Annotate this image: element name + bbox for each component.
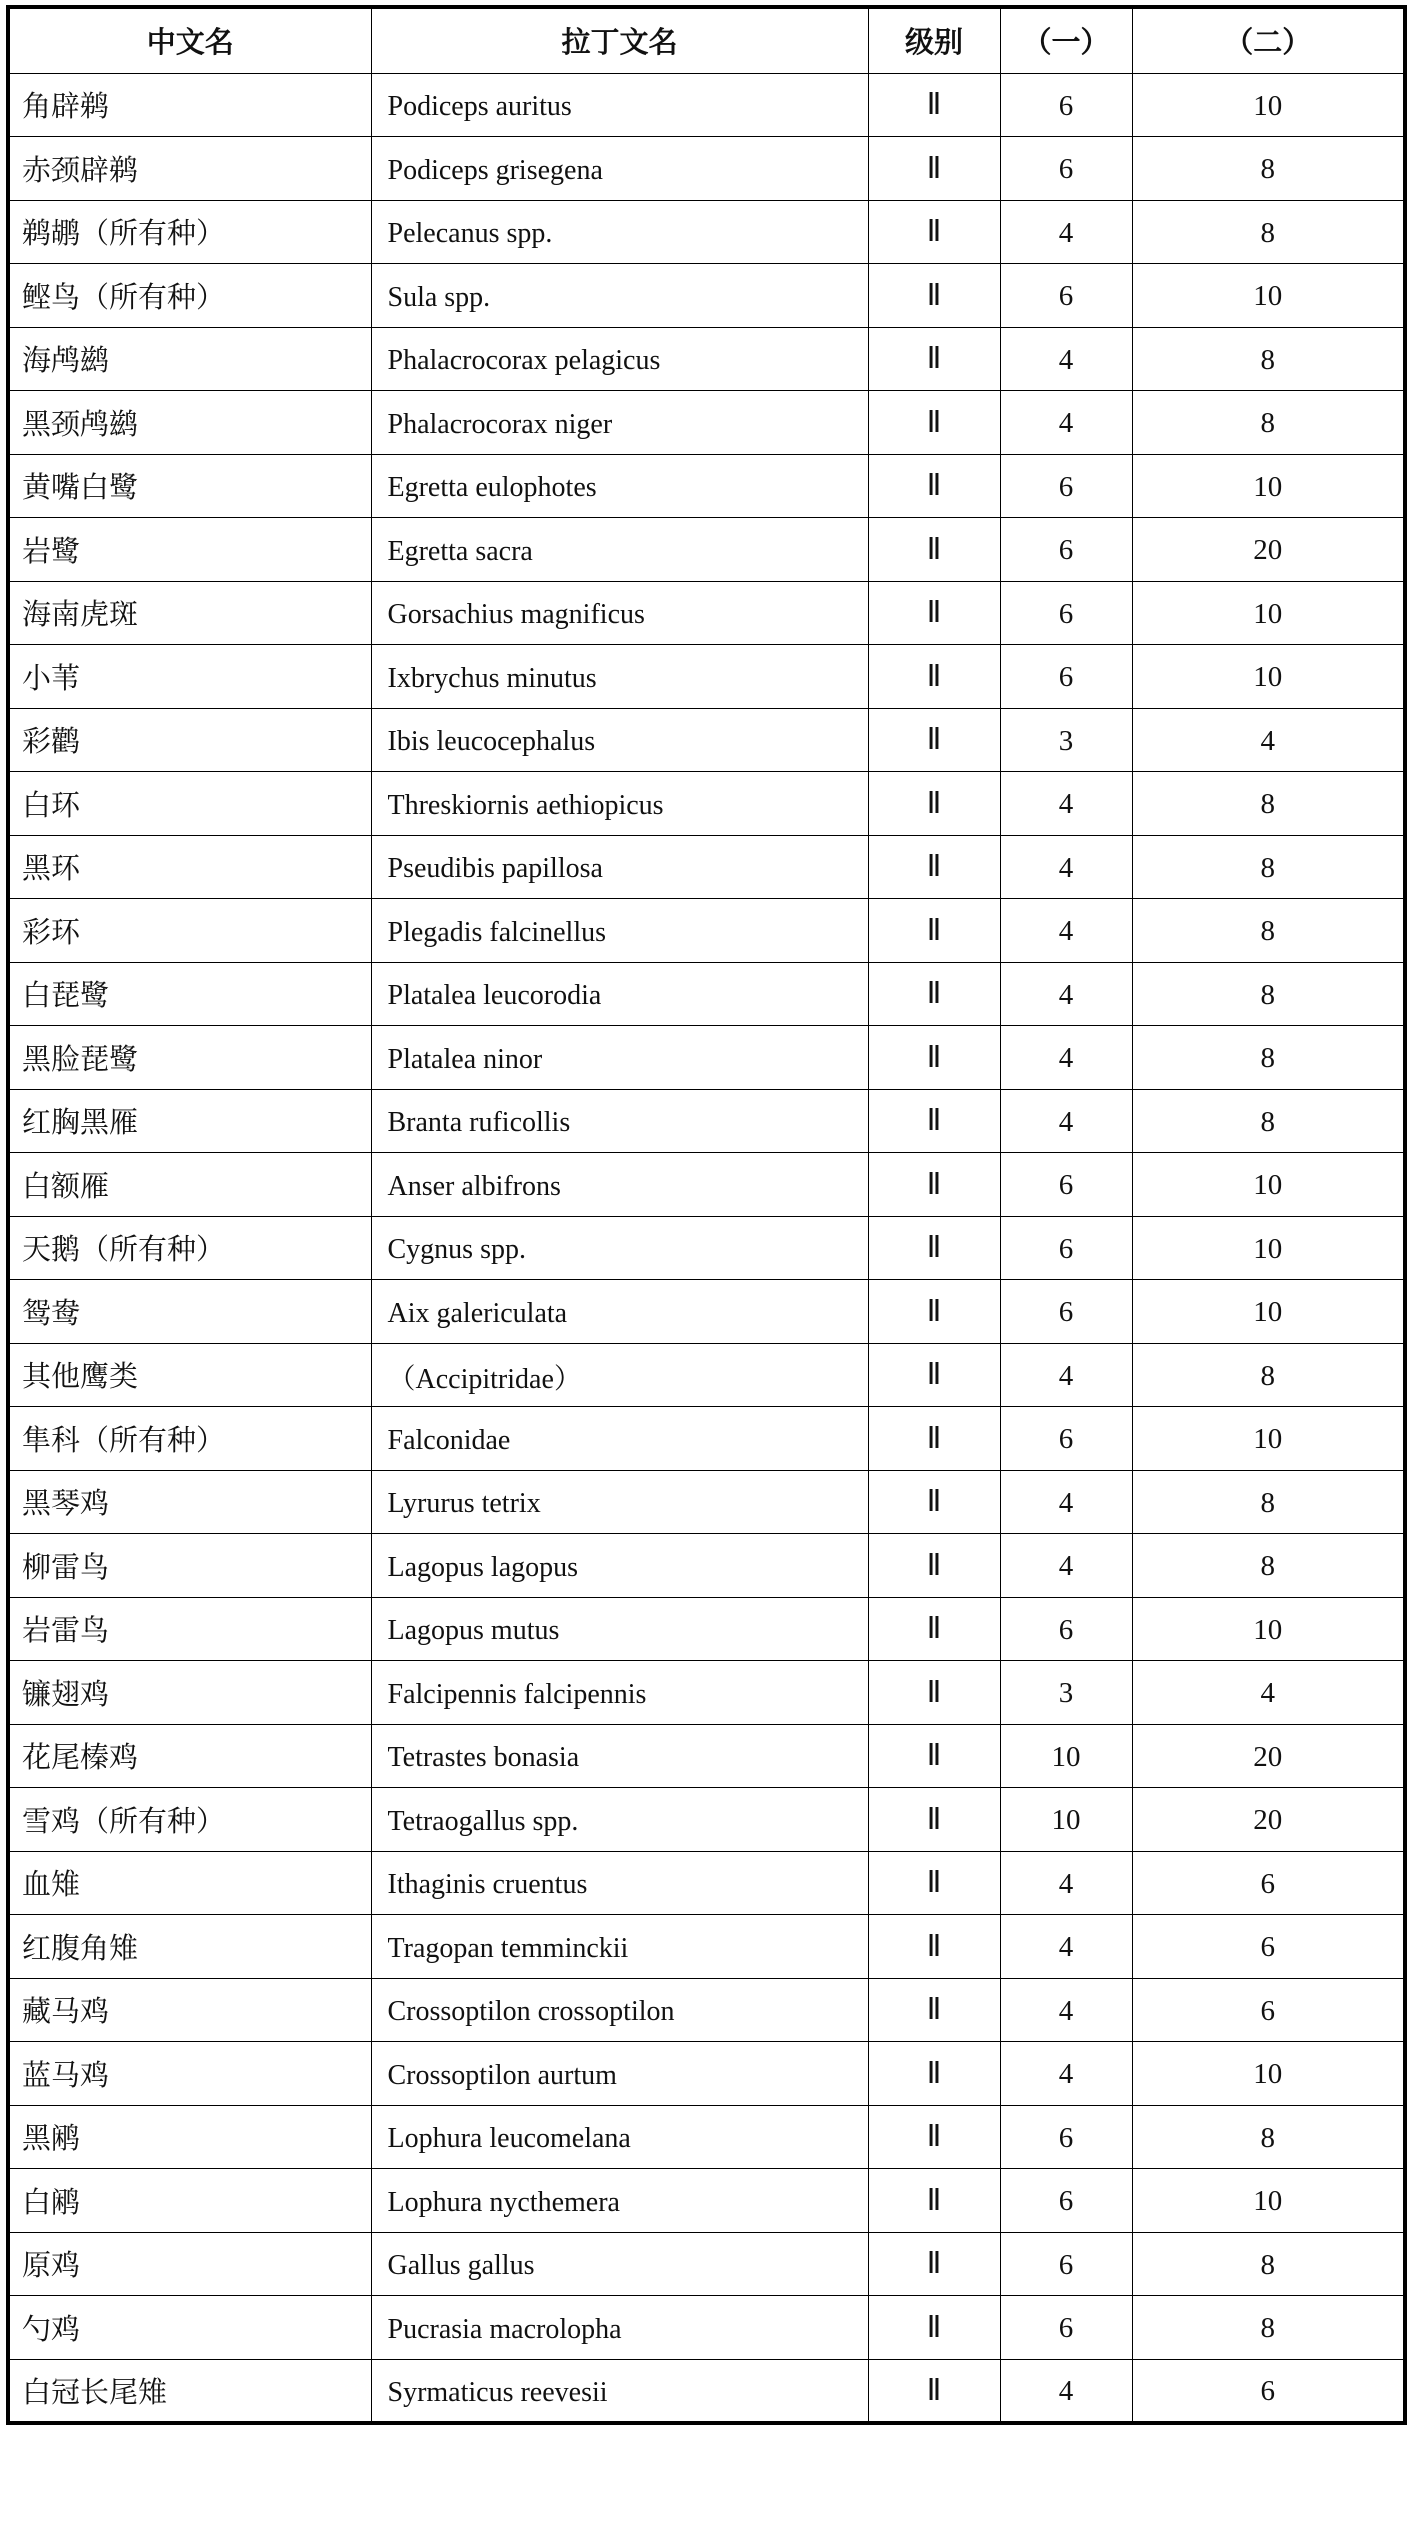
column-one-cell: 6	[1000, 1407, 1132, 1471]
table-row	[8, 1788, 1405, 1852]
table-row	[8, 391, 1405, 455]
column-one-cell: 4	[1000, 899, 1132, 963]
table-row	[8, 2359, 1405, 2423]
level-cell: Ⅱ	[868, 1534, 1000, 1598]
column-one-cell: 10	[1000, 1788, 1132, 1852]
column-one-cell: 6	[1000, 2169, 1132, 2233]
column-one-cell: 6	[1000, 2232, 1132, 2296]
chinese-name-cell: 隼科（所有种）	[8, 1407, 371, 1471]
column-one-cell: 6	[1000, 645, 1132, 709]
latin-name-cell: Platalea ninor	[371, 1026, 868, 1090]
level-cell: Ⅱ	[868, 73, 1000, 137]
chinese-name-cell: 白环	[8, 772, 371, 836]
latin-name-cell: Phalacrocorax niger	[371, 391, 868, 455]
latin-name-cell: Phalacrocorax pelagicus	[371, 327, 868, 391]
latin-name-cell: Platalea leucorodia	[371, 962, 868, 1026]
level-cell: Ⅱ	[868, 518, 1000, 582]
column-two-cell: 10	[1132, 1597, 1405, 1661]
column-one-cell: 6	[1000, 518, 1132, 582]
level-cell: Ⅱ	[868, 454, 1000, 518]
column-one-cell: 4	[1000, 200, 1132, 264]
column-two-cell: 20	[1132, 1724, 1405, 1788]
latin-name-cell: Podiceps grisegena	[371, 137, 868, 201]
chinese-name-cell: 海南虎斑	[8, 581, 371, 645]
chinese-name-cell: 原鸡	[8, 2232, 371, 2296]
table-row	[8, 1915, 1405, 1979]
level-cell: Ⅱ	[868, 1407, 1000, 1471]
column-two-cell: 8	[1132, 2105, 1405, 2169]
column-two-cell: 4	[1132, 1661, 1405, 1725]
chinese-name-cell: 鲣鸟（所有种）	[8, 264, 371, 328]
level-cell: Ⅱ	[868, 391, 1000, 455]
column-one-cell: 6	[1000, 2105, 1132, 2169]
table-row	[8, 899, 1405, 963]
column-one-cell: 4	[1000, 2359, 1132, 2423]
chinese-name-cell: 藏马鸡	[8, 1978, 371, 2042]
latin-name-cell: Tetraogallus spp.	[371, 1788, 868, 1852]
table-row	[8, 2232, 1405, 2296]
latin-name-cell: Pelecanus spp.	[371, 200, 868, 264]
chinese-name-cell: 蓝马鸡	[8, 2042, 371, 2106]
column-one-cell: 4	[1000, 1343, 1132, 1407]
level-cell: Ⅱ	[868, 1089, 1000, 1153]
column-one-cell: 4	[1000, 1534, 1132, 1598]
table-row	[8, 264, 1405, 328]
chinese-name-cell: 黄嘴白鹭	[8, 454, 371, 518]
latin-name-cell: Tetrastes bonasia	[371, 1724, 868, 1788]
chinese-name-cell: 勺鸡	[8, 2296, 371, 2360]
latin-name-cell: Lophura leucomelana	[371, 2105, 868, 2169]
chinese-name-cell: 血雉	[8, 1851, 371, 1915]
table-row	[8, 327, 1405, 391]
column-two-cell: 10	[1132, 581, 1405, 645]
latin-name-cell: Branta ruficollis	[371, 1089, 868, 1153]
level-cell: Ⅱ	[868, 1851, 1000, 1915]
column-one-cell: 6	[1000, 454, 1132, 518]
table-row	[8, 1724, 1405, 1788]
latin-name-cell: Pseudibis papillosa	[371, 835, 868, 899]
header-chinese-name: 中文名	[8, 7, 371, 73]
latin-name-cell: Sula spp.	[371, 264, 868, 328]
column-two-cell: 10	[1132, 264, 1405, 328]
column-one-cell: 4	[1000, 1470, 1132, 1534]
level-cell: Ⅱ	[868, 1597, 1000, 1661]
level-cell: Ⅱ	[868, 645, 1000, 709]
table-row	[8, 73, 1405, 137]
chinese-name-cell: 白鹇	[8, 2169, 371, 2233]
table-row	[8, 2296, 1405, 2360]
latin-name-cell: Ibis leucocephalus	[371, 708, 868, 772]
header-column-two: （二）	[1132, 7, 1405, 73]
column-two-cell: 8	[1132, 1343, 1405, 1407]
table-row	[8, 518, 1405, 582]
column-one-cell: 4	[1000, 391, 1132, 455]
column-two-cell: 6	[1132, 2359, 1405, 2423]
level-cell: Ⅱ	[868, 1788, 1000, 1852]
column-one-cell: 4	[1000, 2042, 1132, 2106]
latin-name-cell: Lyrurus tetrix	[371, 1470, 868, 1534]
chinese-name-cell: 雪鸡（所有种）	[8, 1788, 371, 1852]
level-cell: Ⅱ	[868, 772, 1000, 836]
column-two-cell: 8	[1132, 2296, 1405, 2360]
column-two-cell: 8	[1132, 1470, 1405, 1534]
table-row	[8, 1280, 1405, 1344]
chinese-name-cell: 海鸬鹚	[8, 327, 371, 391]
latin-name-cell: （Accipitridae）	[371, 1343, 868, 1407]
column-two-cell: 10	[1132, 1280, 1405, 1344]
chinese-name-cell: 花尾榛鸡	[8, 1724, 371, 1788]
column-one-cell: 4	[1000, 1851, 1132, 1915]
latin-name-cell: Crossoptilon aurtum	[371, 2042, 868, 2106]
column-two-cell: 8	[1132, 137, 1405, 201]
level-cell: Ⅱ	[868, 1216, 1000, 1280]
column-one-cell: 6	[1000, 1280, 1132, 1344]
table-row	[8, 708, 1405, 772]
level-cell: Ⅱ	[868, 962, 1000, 1026]
table-row	[8, 2105, 1405, 2169]
table-row	[8, 454, 1405, 518]
latin-name-cell: Tragopan temminckii	[371, 1915, 868, 1979]
chinese-name-cell: 天鹅（所有种）	[8, 1216, 371, 1280]
chinese-name-cell: 白琵鹭	[8, 962, 371, 1026]
column-two-cell: 10	[1132, 1216, 1405, 1280]
column-one-cell: 6	[1000, 264, 1132, 328]
column-two-cell: 10	[1132, 1407, 1405, 1471]
level-cell: Ⅱ	[868, 1470, 1000, 1534]
latin-name-cell: Falconidae	[371, 1407, 868, 1471]
latin-name-cell: Syrmaticus reevesii	[371, 2359, 868, 2423]
column-two-cell: 20	[1132, 1788, 1405, 1852]
column-one-cell: 6	[1000, 73, 1132, 137]
column-two-cell: 20	[1132, 518, 1405, 582]
level-cell: Ⅱ	[868, 1026, 1000, 1090]
column-one-cell: 4	[1000, 1026, 1132, 1090]
latin-name-cell: Ithaginis cruentus	[371, 1851, 868, 1915]
table-body	[8, 73, 1405, 2423]
level-cell: Ⅱ	[868, 264, 1000, 328]
column-one-cell: 6	[1000, 137, 1132, 201]
table-row	[8, 835, 1405, 899]
table-row	[8, 645, 1405, 709]
table-header	[8, 7, 1405, 73]
level-cell: Ⅱ	[868, 708, 1000, 772]
latin-name-cell: Aix galericulata	[371, 1280, 868, 1344]
level-cell: Ⅱ	[868, 137, 1000, 201]
latin-name-cell: Crossoptilon crossoptilon	[371, 1978, 868, 2042]
column-two-cell: 8	[1132, 1534, 1405, 1598]
column-two-cell: 10	[1132, 2042, 1405, 2106]
table-row	[8, 1534, 1405, 1598]
level-cell: Ⅱ	[868, 1978, 1000, 2042]
column-two-cell: 8	[1132, 962, 1405, 1026]
column-one-cell: 10	[1000, 1724, 1132, 1788]
column-two-cell: 8	[1132, 1089, 1405, 1153]
chinese-name-cell: 岩鹭	[8, 518, 371, 582]
level-cell: Ⅱ	[868, 1915, 1000, 1979]
table-row	[8, 1470, 1405, 1534]
latin-name-cell: Threskiornis aethiopicus	[371, 772, 868, 836]
column-two-cell: 8	[1132, 899, 1405, 963]
chinese-name-cell: 小苇	[8, 645, 371, 709]
latin-name-cell: Lagopus lagopus	[371, 1534, 868, 1598]
column-one-cell: 4	[1000, 835, 1132, 899]
column-two-cell: 10	[1132, 454, 1405, 518]
latin-name-cell: Ixbrychus minutus	[371, 645, 868, 709]
level-cell: Ⅱ	[868, 1343, 1000, 1407]
chinese-name-cell: 镰翅鸡	[8, 1661, 371, 1725]
level-cell: Ⅱ	[868, 327, 1000, 391]
header-level: 级别	[868, 7, 1000, 73]
table-row	[8, 962, 1405, 1026]
table-row	[8, 1153, 1405, 1217]
column-one-cell: 3	[1000, 708, 1132, 772]
level-cell: Ⅱ	[868, 1724, 1000, 1788]
column-one-cell: 4	[1000, 1089, 1132, 1153]
level-cell: Ⅱ	[868, 1661, 1000, 1725]
column-two-cell: 8	[1132, 200, 1405, 264]
level-cell: Ⅱ	[868, 899, 1000, 963]
column-two-cell: 6	[1132, 1851, 1405, 1915]
column-two-cell: 8	[1132, 1026, 1405, 1090]
table-row	[8, 581, 1405, 645]
column-two-cell: 10	[1132, 1153, 1405, 1217]
chinese-name-cell: 白额雁	[8, 1153, 371, 1217]
chinese-name-cell: 角辟鹈	[8, 73, 371, 137]
column-one-cell: 6	[1000, 2296, 1132, 2360]
chinese-name-cell: 赤颈辟鹈	[8, 137, 371, 201]
table-row	[8, 1661, 1405, 1725]
column-two-cell: 10	[1132, 2169, 1405, 2233]
latin-name-cell: Cygnus spp.	[371, 1216, 868, 1280]
chinese-name-cell: 柳雷鸟	[8, 1534, 371, 1598]
column-one-cell: 6	[1000, 1153, 1132, 1217]
chinese-name-cell: 彩鹳	[8, 708, 371, 772]
column-two-cell: 10	[1132, 73, 1405, 137]
column-two-cell: 8	[1132, 2232, 1405, 2296]
level-cell: Ⅱ	[868, 2042, 1000, 2106]
table-row	[8, 137, 1405, 201]
species-table	[6, 5, 1407, 2425]
latin-name-cell: Lophura nycthemera	[371, 2169, 868, 2233]
column-two-cell: 8	[1132, 835, 1405, 899]
latin-name-cell: Pucrasia macrolopha	[371, 2296, 868, 2360]
level-cell: Ⅱ	[868, 1280, 1000, 1344]
column-one-cell: 4	[1000, 962, 1132, 1026]
table-row	[8, 1978, 1405, 2042]
chinese-name-cell: 岩雷鸟	[8, 1597, 371, 1661]
latin-name-cell: Plegadis falcinellus	[371, 899, 868, 963]
column-one-cell: 4	[1000, 772, 1132, 836]
column-one-cell: 4	[1000, 1978, 1132, 2042]
level-cell: Ⅱ	[868, 200, 1000, 264]
column-two-cell: 8	[1132, 327, 1405, 391]
level-cell: Ⅱ	[868, 581, 1000, 645]
header-column-one: （一）	[1000, 7, 1132, 73]
level-cell: Ⅱ	[868, 2359, 1000, 2423]
chinese-name-cell: 红腹角雉	[8, 1915, 371, 1979]
chinese-name-cell: 黑颈鸬鹚	[8, 391, 371, 455]
column-one-cell: 3	[1000, 1661, 1132, 1725]
level-cell: Ⅱ	[868, 2296, 1000, 2360]
column-one-cell: 4	[1000, 1915, 1132, 1979]
chinese-name-cell: 白冠长尾雉	[8, 2359, 371, 2423]
latin-name-cell: Anser albifrons	[371, 1153, 868, 1217]
chinese-name-cell: 其他鹰类	[8, 1343, 371, 1407]
latin-name-cell: Falcipennis falcipennis	[371, 1661, 868, 1725]
table-row	[8, 1026, 1405, 1090]
table-row	[8, 772, 1405, 836]
column-one-cell: 6	[1000, 1216, 1132, 1280]
column-two-cell: 6	[1132, 1978, 1405, 2042]
table-row	[8, 2169, 1405, 2233]
table-row	[8, 200, 1405, 264]
header-latin-name: 拉丁文名	[371, 7, 868, 73]
chinese-name-cell: 黑琴鸡	[8, 1470, 371, 1534]
column-two-cell: 4	[1132, 708, 1405, 772]
level-cell: Ⅱ	[868, 2169, 1000, 2233]
column-two-cell: 8	[1132, 772, 1405, 836]
level-cell: Ⅱ	[868, 2105, 1000, 2169]
table-row	[8, 1407, 1405, 1471]
latin-name-cell: Gallus gallus	[371, 2232, 868, 2296]
column-two-cell: 6	[1132, 1915, 1405, 1979]
column-one-cell: 6	[1000, 581, 1132, 645]
latin-name-cell: Egretta sacra	[371, 518, 868, 582]
column-two-cell: 8	[1132, 391, 1405, 455]
latin-name-cell: Lagopus mutus	[371, 1597, 868, 1661]
table-row	[8, 1851, 1405, 1915]
chinese-name-cell: 红胸黑雁	[8, 1089, 371, 1153]
chinese-name-cell: 黑脸琵鹭	[8, 1026, 371, 1090]
chinese-name-cell: 鹈鹕（所有种）	[8, 200, 371, 264]
level-cell: Ⅱ	[868, 1153, 1000, 1217]
chinese-name-cell: 黑鹇	[8, 2105, 371, 2169]
chinese-name-cell: 彩环	[8, 899, 371, 963]
latin-name-cell: Gorsachius magnificus	[371, 581, 868, 645]
table-row	[8, 1216, 1405, 1280]
chinese-name-cell: 鸳鸯	[8, 1280, 371, 1344]
column-two-cell: 10	[1132, 645, 1405, 709]
level-cell: Ⅱ	[868, 2232, 1000, 2296]
latin-name-cell: Egretta eulophotes	[371, 454, 868, 518]
table-row	[8, 1343, 1405, 1407]
table-row	[8, 2042, 1405, 2106]
header-row	[8, 7, 1405, 73]
column-one-cell: 6	[1000, 1597, 1132, 1661]
table-row	[8, 1597, 1405, 1661]
column-one-cell: 4	[1000, 327, 1132, 391]
table-row	[8, 1089, 1405, 1153]
chinese-name-cell: 黑环	[8, 835, 371, 899]
level-cell: Ⅱ	[868, 835, 1000, 899]
latin-name-cell: Podiceps auritus	[371, 73, 868, 137]
